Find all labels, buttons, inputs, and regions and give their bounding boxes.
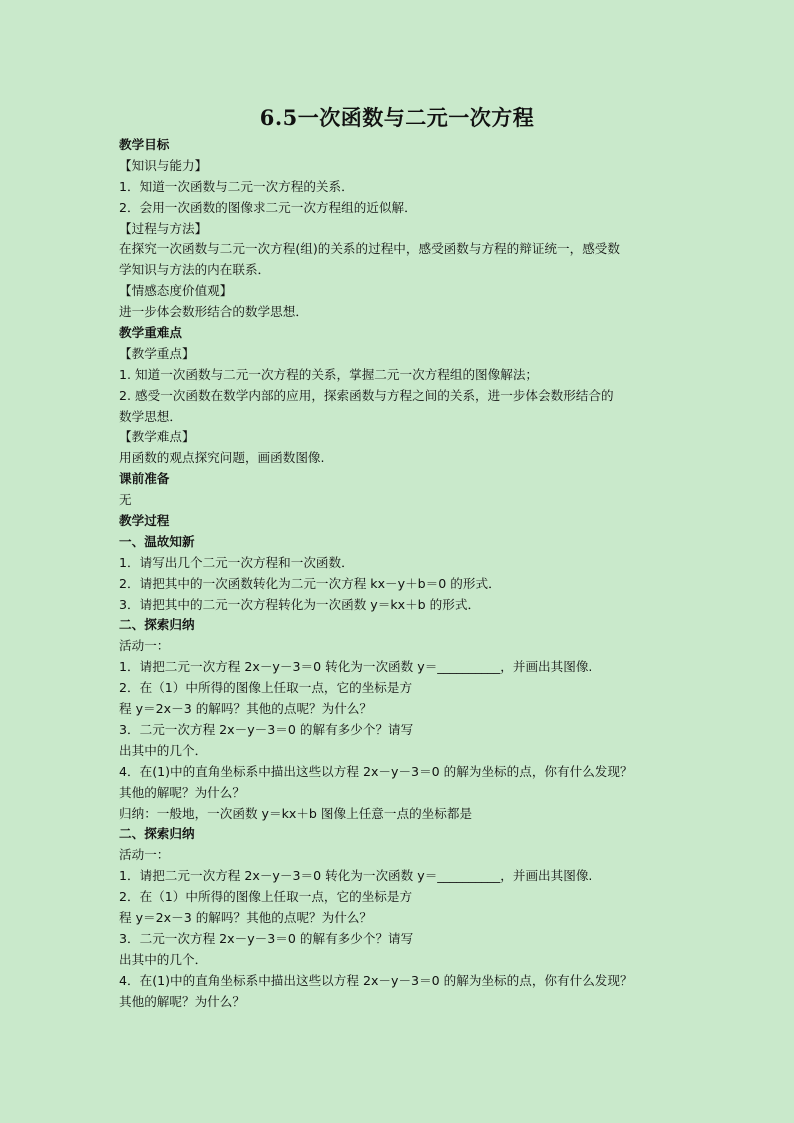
text-line: 进一步体会数形结合的数学思想． xyxy=(119,304,308,320)
text-line: 3．二元一次方程 2x－y－3＝0 的解有多少个？请写 xyxy=(119,721,414,737)
text-line: 【过程与方法】 xyxy=(119,220,208,236)
section-heading: 教学过程 xyxy=(119,513,170,529)
text-line: 3．请把其中的二元一次方程转化为一次函数 y＝kx＋b 的形式． xyxy=(119,596,481,612)
text-line: 4．在(1)中的直角坐标系中描出这些以方程 2x－y－3＝0 的解为坐标的点，你有什么发现？ xyxy=(119,972,633,988)
text-line: 程 y＝2x－3 的解吗？其他的点呢？为什么？ xyxy=(119,701,373,717)
text-line: 活动一： xyxy=(119,638,170,654)
text-line: 1．请把二元一次方程 2x－y－3＝0 转化为一次函数 y＝__________，并画出其图像. xyxy=(119,868,593,884)
text-line: 2．请把其中的一次函数转化为二元一次方程 kx－y＋b＝0 的形式． xyxy=(119,575,501,591)
text-line: 2．会用一次函数的图像求二元一次方程组的近似解． xyxy=(119,199,417,215)
text-line: 1. 知道一次函数与二元一次方程的关系，掌握二元一次方程组的图像解法； xyxy=(119,366,539,382)
text-line: 归纳：一般地，一次函数 y＝kx＋b 图像上任意一点的坐标都是 xyxy=(119,805,473,821)
text-line: 1．知道一次函数与二元一次方程的关系． xyxy=(119,178,354,194)
text-line: 1．请把二元一次方程 2x－y－3＝0 转化为一次函数 y＝__________，并画出其图像. xyxy=(119,659,593,675)
text-line: 【知识与能力】 xyxy=(119,157,208,173)
document-body xyxy=(119,135,685,1012)
text-line: 2．在（1）中所得的图像上任取一点，它的坐标是方 xyxy=(119,680,413,696)
section-heading: 教学重难点 xyxy=(119,325,182,341)
text-line: 其他的解呢？为什么？ xyxy=(119,784,245,800)
text-line: 2．在（1）中所得的图像上任取一点，它的坐标是方 xyxy=(119,889,413,905)
page-title: 6.5一次函数与二元一次方程 xyxy=(259,105,535,130)
text-line: 1．请写出几个二元一次方程和一次函数． xyxy=(119,554,354,570)
section-heading: 课前准备 xyxy=(119,471,170,487)
text-line: 活动一： xyxy=(119,847,170,863)
text-line: 出其中的几个． xyxy=(119,742,208,758)
text-line: 【教学难点】 xyxy=(119,429,195,445)
text-line: 无 xyxy=(119,492,132,508)
text-line: 数学思想． xyxy=(119,408,182,424)
text-line: 用函数的观点探究问题，画函数图像. xyxy=(119,450,325,466)
text-line: 2. 感受一次函数在数学内部的应用，探索函数与方程之间的关系，进一步体会数形结合的 xyxy=(119,387,614,403)
text-line: 出其中的几个． xyxy=(119,951,208,967)
text-line: 在探究一次函数与二元一次方程(组)的关系的过程中，感受函数与方程的辩证统一，感受数 xyxy=(119,241,620,257)
text-line: 其他的解呢？为什么？ xyxy=(119,993,245,1009)
text-line: 【教学重点】 xyxy=(119,345,195,361)
section-heading: 一、温故知新 xyxy=(119,533,195,549)
section-heading: 二、探索归纳 xyxy=(119,826,195,842)
text-line: 学知识与方法的内在联系． xyxy=(119,262,271,278)
text-line: 3．二元一次方程 2x－y－3＝0 的解有多少个？请写 xyxy=(119,930,414,946)
text-line: 程 y＝2x－3 的解吗？其他的点呢？为什么？ xyxy=(119,909,373,925)
section-heading: 二、探索归纳 xyxy=(119,617,195,633)
section-heading: 教学目标 xyxy=(119,137,170,152)
text-line: 【情感态度价值观】 xyxy=(119,283,233,299)
text-line: 4．在(1)中的直角坐标系中描出这些以方程 2x－y－3＝0 的解为坐标的点，你有什么发现？ xyxy=(119,763,633,779)
